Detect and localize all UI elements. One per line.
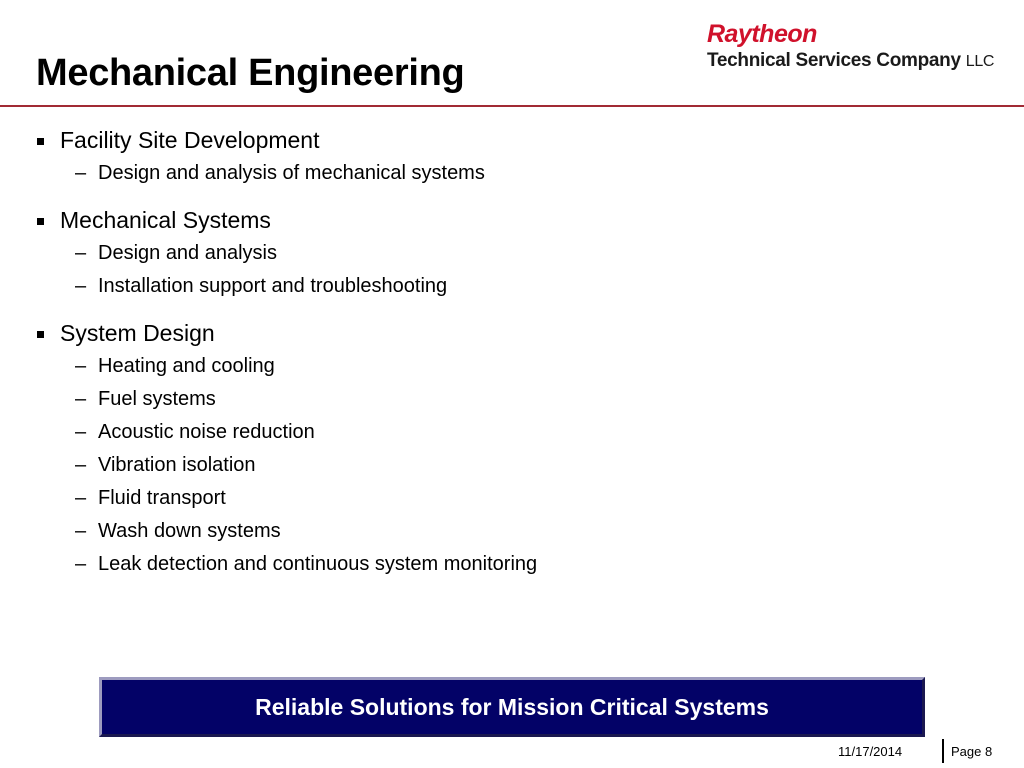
dash-bullet-icon: – [75, 553, 87, 575]
sub-bullet-item [36, 548, 996, 581]
company-logo [707, 20, 1007, 74]
sub-bullet-text: Design and analysis [98, 242, 277, 264]
sub-bullet-item [36, 515, 996, 548]
square-bullet-icon [37, 138, 44, 145]
dash-bullet-icon: – [75, 487, 87, 509]
square-bullet-icon [37, 218, 44, 225]
dash-bullet-icon: – [75, 388, 87, 410]
slide-title: Mechanical Engineering [36, 52, 465, 94]
sub-bullet-text: Heating and cooling [98, 355, 275, 377]
dash-bullet-icon: – [75, 242, 87, 264]
section-facility-site-development [36, 124, 996, 190]
sub-bullet-item [36, 449, 996, 482]
footer-separator [942, 739, 944, 763]
tagline-banner [99, 677, 925, 737]
sub-bullet-item [36, 383, 996, 416]
sub-bullet-item [36, 416, 996, 449]
sub-bullet-item [36, 270, 996, 303]
bullet-item [36, 204, 996, 237]
sub-bullet-text: Leak detection and continuous system monitoring [98, 553, 538, 575]
logo-brand: Raytheon [707, 20, 817, 48]
sub-bullet-text: Vibration isolation [98, 454, 256, 476]
sub-bullet-item [36, 350, 996, 383]
sub-bullet-text: Fuel systems [98, 388, 216, 410]
sub-bullet-text: Fluid transport [98, 487, 226, 509]
bullet-item [36, 124, 996, 157]
page-number: Page 8 [951, 744, 993, 759]
sub-bullet-item [36, 482, 996, 515]
dash-bullet-icon: – [75, 355, 87, 377]
sub-bullet-text: Installation support and troubleshooting [98, 275, 448, 297]
dash-bullet-icon: – [75, 162, 87, 184]
logo-subtitle: Technical Services Company [707, 50, 961, 71]
title-divider [0, 105, 1024, 107]
square-bullet-icon [37, 331, 44, 338]
section-system-design [36, 317, 996, 581]
logo-subtitle-line [707, 49, 1007, 74]
bullet-content [36, 124, 996, 595]
logo-suffix: LLC [965, 53, 995, 70]
sub-bullet-text: Wash down systems [98, 520, 281, 542]
dash-bullet-icon: – [75, 454, 87, 476]
bullet-heading: Facility Site Development [60, 127, 320, 153]
footer-date: 11/17/2014 [838, 744, 903, 759]
bullet-item [36, 317, 996, 350]
sub-bullet-item [36, 237, 996, 270]
dash-bullet-icon: – [75, 520, 87, 542]
dash-bullet-icon: – [75, 275, 87, 297]
bullet-heading: Mechanical Systems [60, 207, 271, 233]
sub-bullet-item [36, 157, 996, 190]
sub-bullet-text: Acoustic noise reduction [98, 421, 315, 443]
sub-bullet-text: Design and analysis of mechanical systems [98, 162, 485, 184]
dash-bullet-icon: – [75, 421, 87, 443]
bullet-heading: System Design [60, 320, 215, 346]
banner-text: Reliable Solutions for Mission Critical Systems [255, 693, 769, 720]
section-mechanical-systems [36, 204, 996, 303]
